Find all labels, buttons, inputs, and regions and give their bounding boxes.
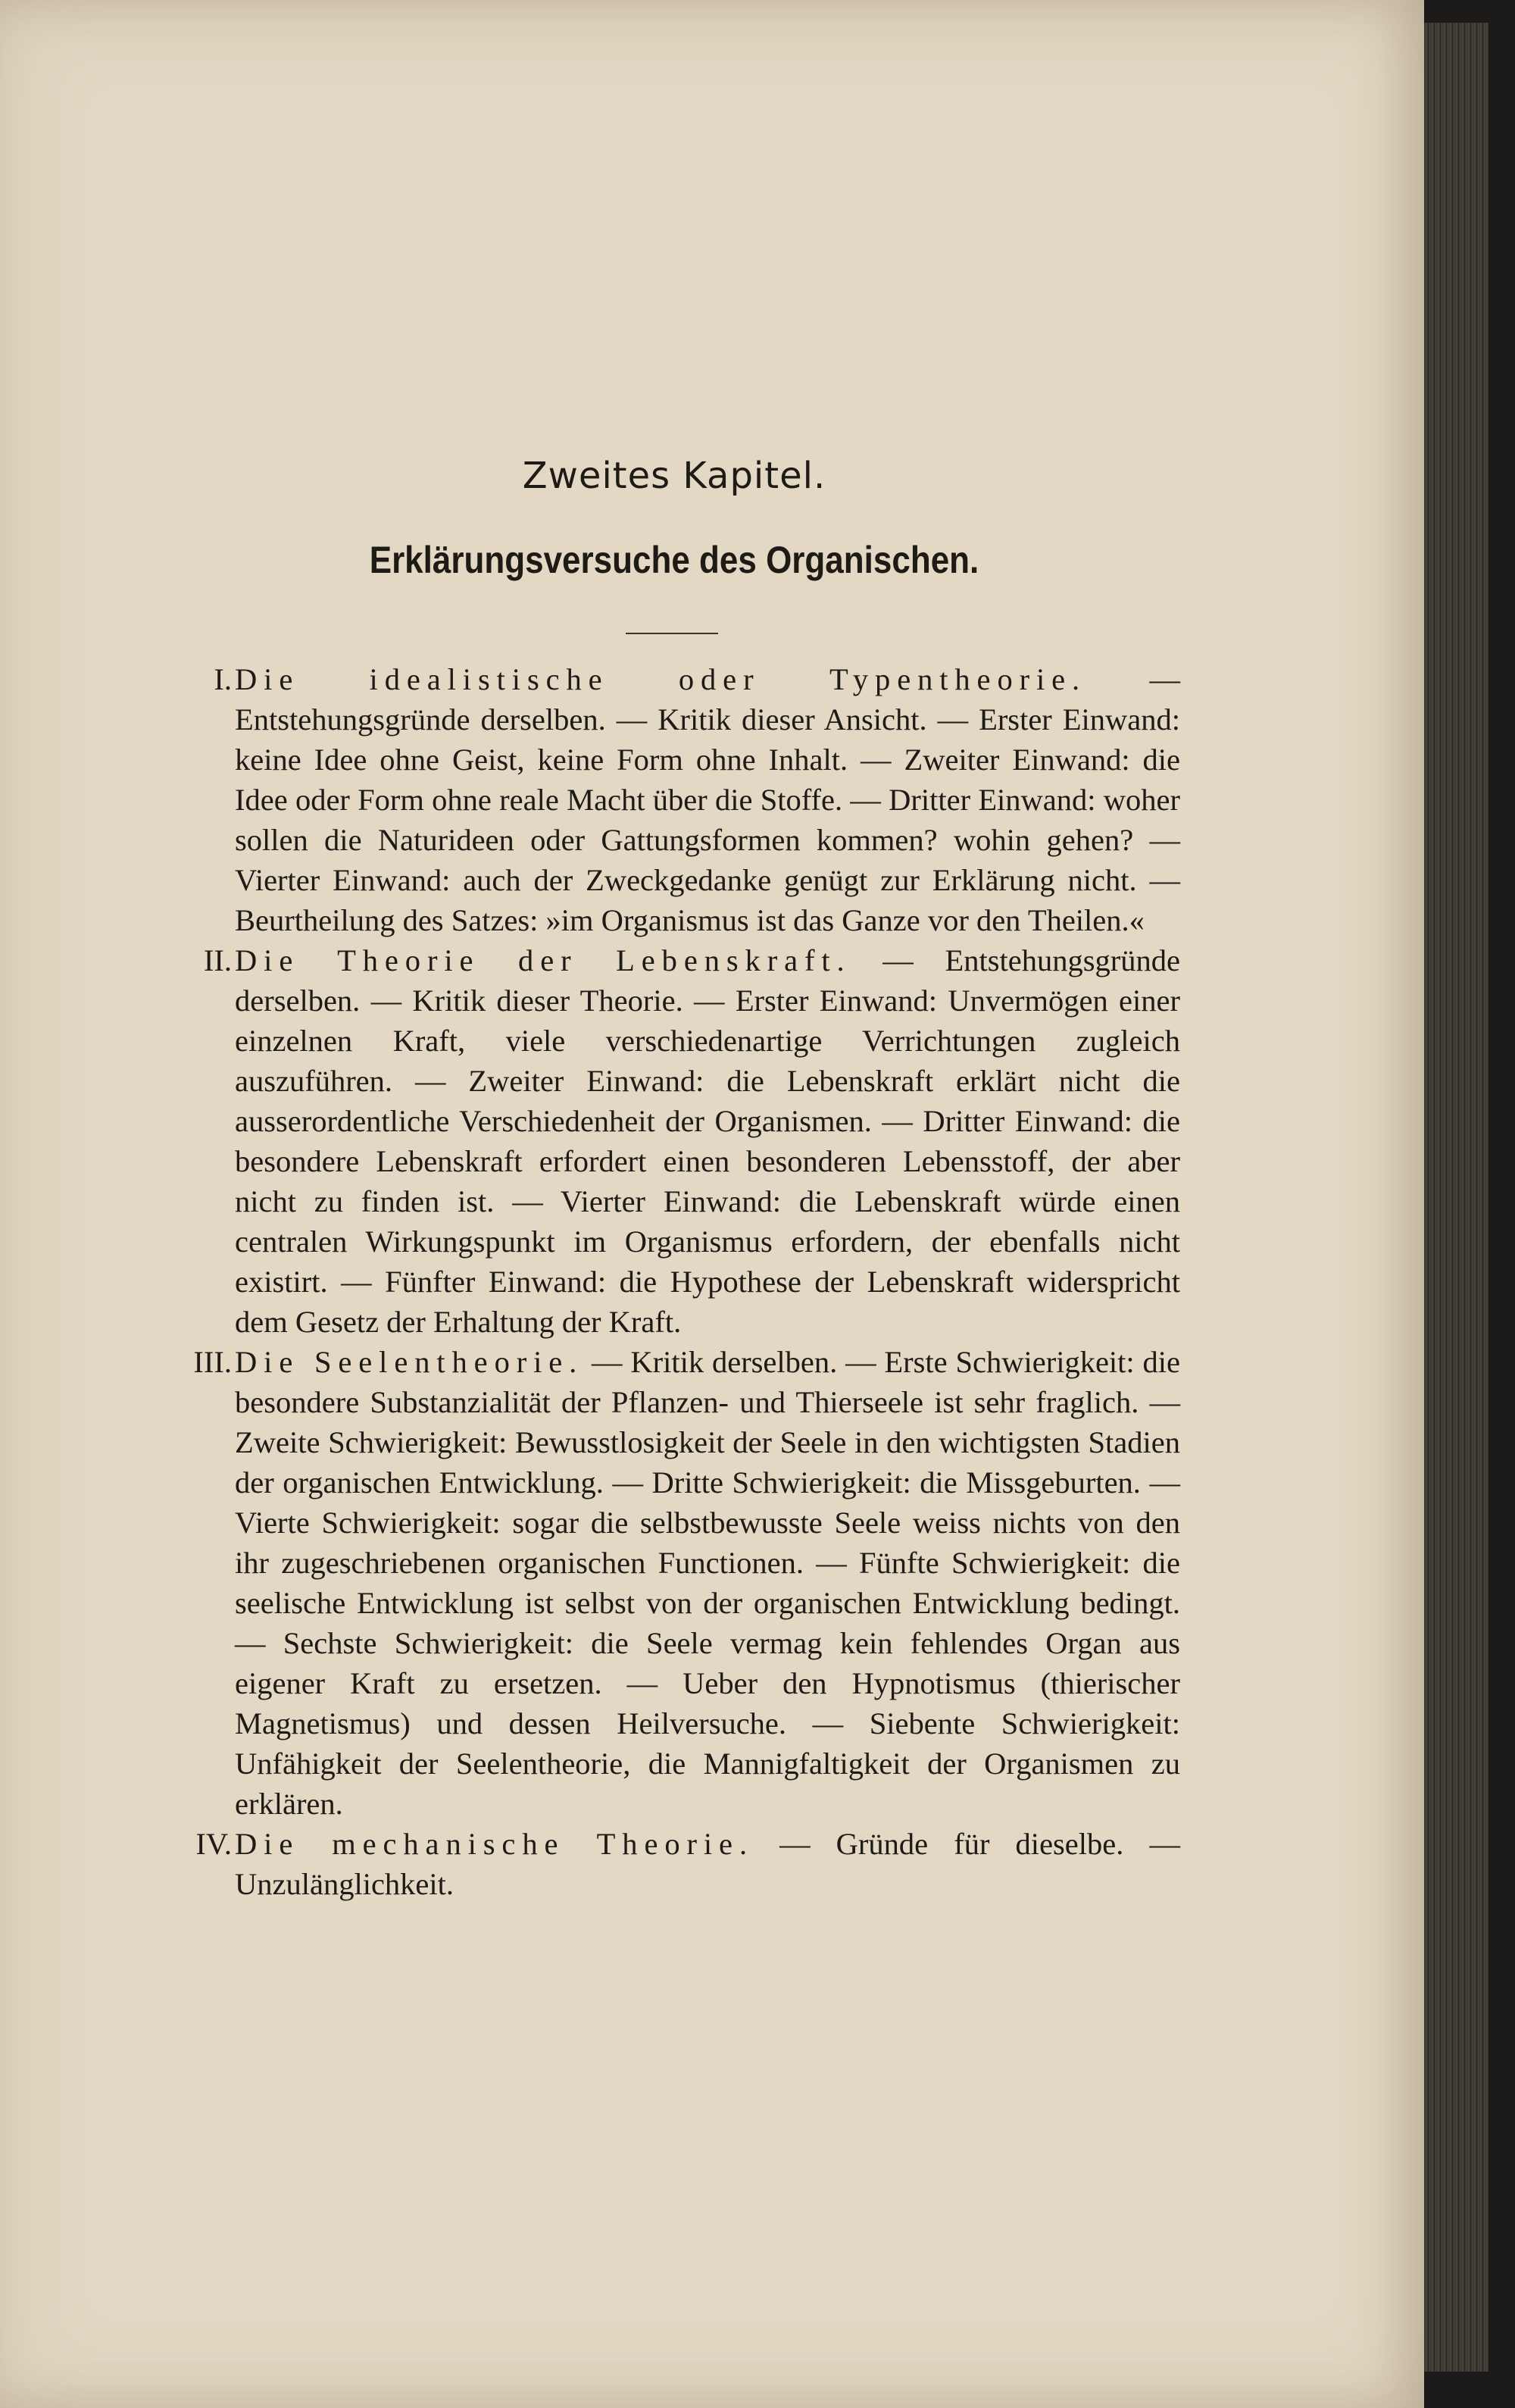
section-1 xyxy=(173,659,1180,940)
section-heading: Die Seelentheorie. xyxy=(235,1345,584,1379)
section-numeral: IV. xyxy=(195,1827,232,1861)
section-text: — Entstehungsgründe derselben. — Kritik dieser Ansicht. — Erster Einwand: keine Idee ohne Geist, keine Form ohne Inhalt. — Zweiter Einwand: die Idee oder Form ohne reale Macht über die Stoffe. — Dritter Einwand: woher sollen die Naturideen oder Gattungsformen kommen? wohin gehen? — Vierter Einwand: auch der Zweckgedanke genügt zur Erklärung nicht. — Beurtheilung des Satzes: »im Organismus ist das Ganze vor den Theilen.« xyxy=(235,662,1181,937)
section-2 xyxy=(173,940,1180,1342)
section-text: — Entstehungsgründe derselben. — Kritik dieser Theorie. — Erster Einwand: Unvermögen einer einzelnen Kraft, viele verschiedenartige Verrichtungen zugleich auszuführen. — Zweiter Einwand: die Lebenskraft erklärt nicht die ausserordentliche Verschiedenheit der Organismen. — Dritter Einwand: die besondere Lebenskraft erfordert einen besonderen Lebensstoff, der aber nicht zu finden ist. — Vierter Einwand: die Lebenskraft würde einen centralen Wirkungspunkt im Organismus erfordern, der ebenfalls nicht existirt. — Fünfter Einwand: die Hypothese der Lebenskraft widerspricht dem Gesetz der Erhaltung der Kraft. xyxy=(235,943,1180,1339)
section-heading: Die idealistische oder Typentheorie. xyxy=(235,662,1087,696)
chapter-contents xyxy=(173,659,1180,1904)
section-text: — Kritik derselben. — Erste Schwierigkeit: die besondere Substanzialität der Pflanzen- und Thierseele ist sehr fraglich. — Zweite Schwierigkeit: Bewusstlosigkeit der Seele in den wichtigsten Stadien der organischen Entwicklung. — Dritte Schwierigkeit: die Missgeburten. — Vierte Schwierigkeit: sogar die selbstbewusste Seele weiss nichts von den ihr zugeschriebenen organischen Functionen. — Fünfte Schwierigkeit: die seelische Entwicklung ist selbst von der organischen Entwicklung bedingt. — Sechste Schwierigkeit: die Seele vermag kein fehlendes Organ aus eigener Kraft zu ersetzen. — Ueber den Hypnotismus (thierischer Magnetismus) und dessen Heilversuche. — Siebente Schwierigkeit: Unfähigkeit der Seelentheorie, die Mannigfaltigkeit der Organismen zu erklären. xyxy=(235,1345,1180,1821)
section-3 xyxy=(173,1342,1180,1824)
section-heading: Die Theorie der Lebenskraft. xyxy=(235,943,851,977)
section-numeral: III. xyxy=(193,1345,232,1379)
chapter-title: Erklärungsversuche des Organischen. xyxy=(369,539,979,581)
page-edges xyxy=(1424,23,1488,2372)
section-4 xyxy=(173,1824,1180,1904)
chapter-label: Zweites Kapitel. xyxy=(522,455,826,497)
section-numeral: II. xyxy=(203,943,232,977)
section-heading: Die mechanische Theorie. xyxy=(235,1827,754,1861)
section-text: — Gründe für dieselbe. — Unzulänglichkeit. xyxy=(235,1827,1180,1901)
title-divider xyxy=(626,633,718,634)
section-numeral: I. xyxy=(214,662,232,696)
